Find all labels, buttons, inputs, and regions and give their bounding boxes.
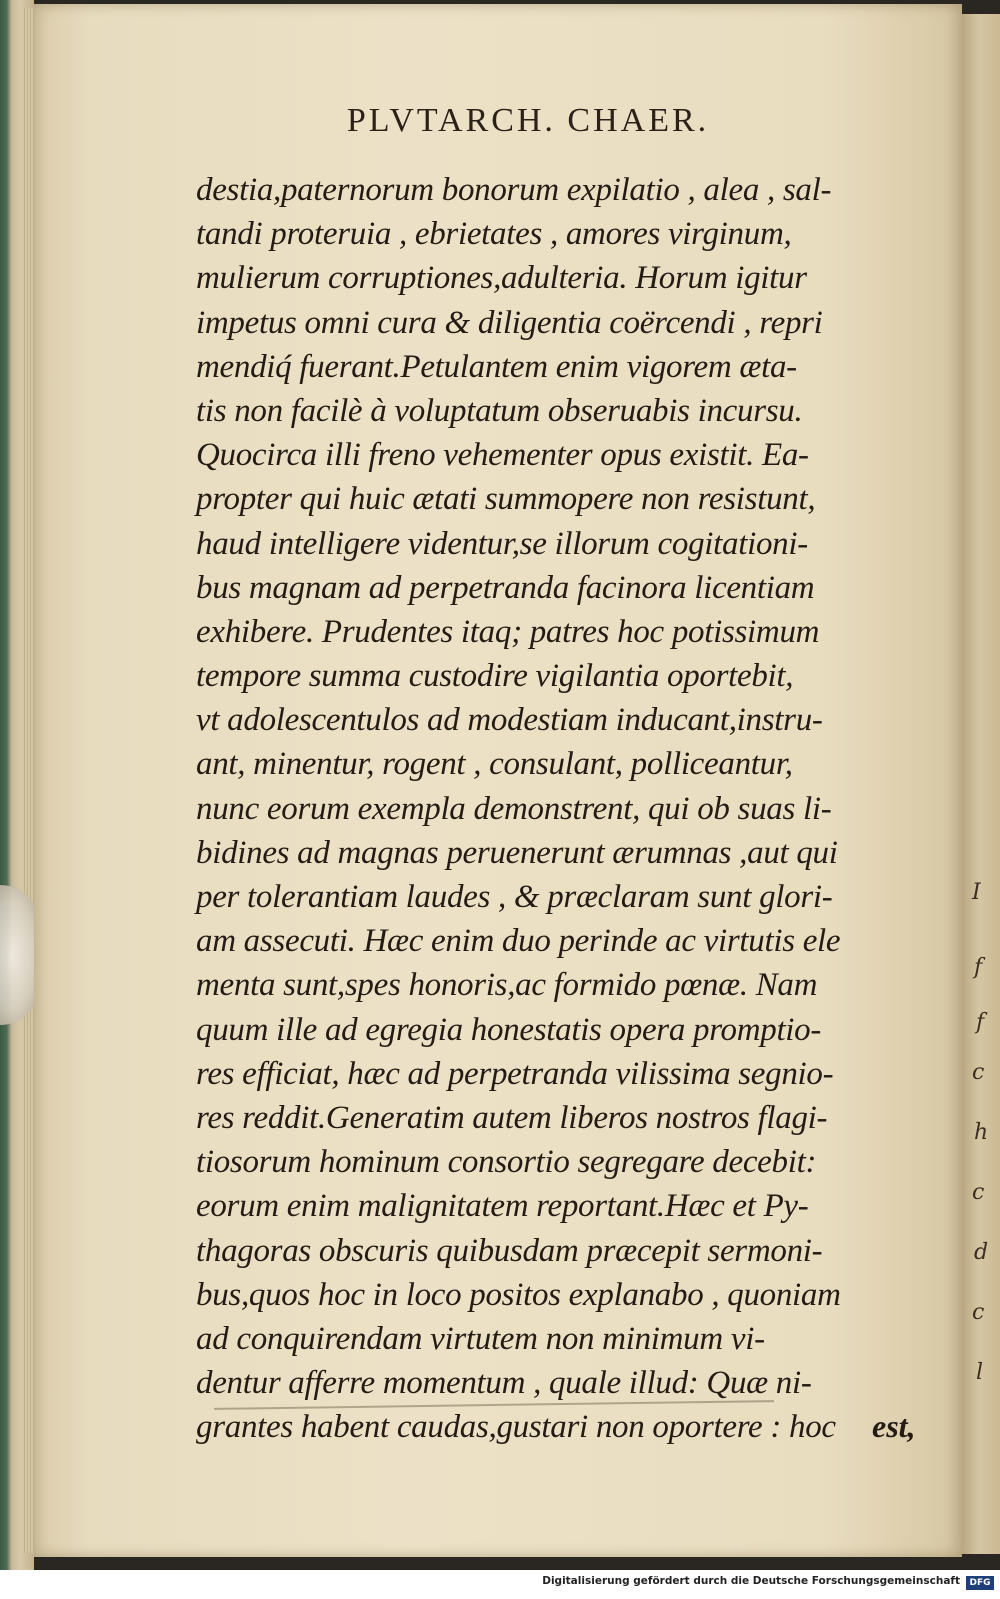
text-line: ant, minentur, rogent , consulant, polliceantur,: [196, 746, 793, 783]
right-page-letter: l: [976, 1360, 984, 1385]
text-line: tempore summa custodire vigilantia oportebit,: [196, 658, 794, 695]
text-line: am assecuti. Hæc enim duo perinde ac virtutis ele: [196, 923, 841, 960]
right-page-letter: I: [972, 880, 981, 905]
text-line: Quocirca illi freno vehementer opus existit. Ea-: [196, 437, 809, 474]
text-line: tandi proteruia , ebrietates , amores virginum,: [196, 216, 792, 253]
text-line: impetus omni cura & diligentia coërcendi , repri: [196, 304, 823, 341]
text-line: bidines ad magnas peruenerunt ærumnas ,aut qui: [196, 834, 838, 871]
credit-text: Digitalisierung gefördert durch die Deutsche Forschungsgemeinschaft: [542, 1575, 960, 1587]
text-line: grantes habent caudas,gustari non oportere : hoc: [196, 1409, 836, 1446]
text-line: thagoras obscuris quibusdam præcepit sermoni-: [196, 1232, 823, 1269]
text-line: bus magnam ad perpetranda facinora licentiam: [196, 569, 815, 606]
text-line: quum ille ad egregia honestatis opera promptio-: [196, 1011, 822, 1048]
right-page-letter: c: [972, 1300, 985, 1325]
text-line: eorum enim malignitatem reportant.Hæc et Py-: [196, 1188, 809, 1225]
running-head: PLVTARCH. CHAER.: [346, 102, 710, 139]
text-line: per tolerantiam laudes , & præclaram sunt glori-: [196, 879, 833, 915]
text-block: [196, 168, 916, 1449]
catchword: est,: [872, 1408, 916, 1444]
book-page: [34, 4, 962, 1557]
text-line: tiosorum hominum consortio segregare decebit:: [196, 1144, 817, 1181]
text-line: res efficiat, hæc ad perpetranda vilissima segnio-: [196, 1055, 834, 1092]
text-line: nunc eorum exempla demonstrent, qui ob suas li-: [196, 790, 832, 827]
text-line: destia,paternorum bonorum expilatio , alea , sal-: [196, 172, 832, 208]
text-line: menta sunt,spes honoris,ac formido pœnæ. Nam: [196, 967, 818, 1004]
text-line: ad conquirendam virtutem non minimum vi-: [196, 1320, 765, 1357]
text-line: res reddit.Generatim autem liberos nostros flagi-: [196, 1099, 828, 1136]
right-page-edge: [962, 14, 1000, 1554]
text-line: tis non facilè à voluptatum obseruabis incursu.: [196, 392, 803, 429]
dfg-logo: DFG: [966, 1576, 994, 1590]
text-line: mulierum corruptiones,adulteria. Horum igitur: [196, 260, 807, 297]
right-page-letter: f: [976, 1010, 985, 1035]
text-line: dentur afferre momentum , quale illud: Quæ ni-: [196, 1365, 812, 1402]
text-line: haud intelligere videntur,se illorum cogitationi-: [196, 525, 808, 562]
right-page-letter: d: [974, 1240, 989, 1265]
right-page-letter: f: [974, 955, 983, 980]
text-line: vt adolescentulos ad modestiam inducant,instru-: [196, 702, 823, 739]
right-page-letter: c: [972, 1180, 985, 1205]
right-page-letter: h: [974, 1120, 989, 1145]
text-line: propter qui huic ætati summopere non resistunt,: [196, 481, 816, 518]
text-line: bus,quos hoc in loco positos explanabo , quoniam: [196, 1276, 841, 1313]
text-line: exhibere. Prudentes itaq; patres hoc potissimum: [196, 613, 820, 650]
text-line: mendiq́ fuerant.Petulantem enim vigorem æta-: [196, 348, 797, 385]
right-page-letter: c: [972, 1060, 985, 1085]
